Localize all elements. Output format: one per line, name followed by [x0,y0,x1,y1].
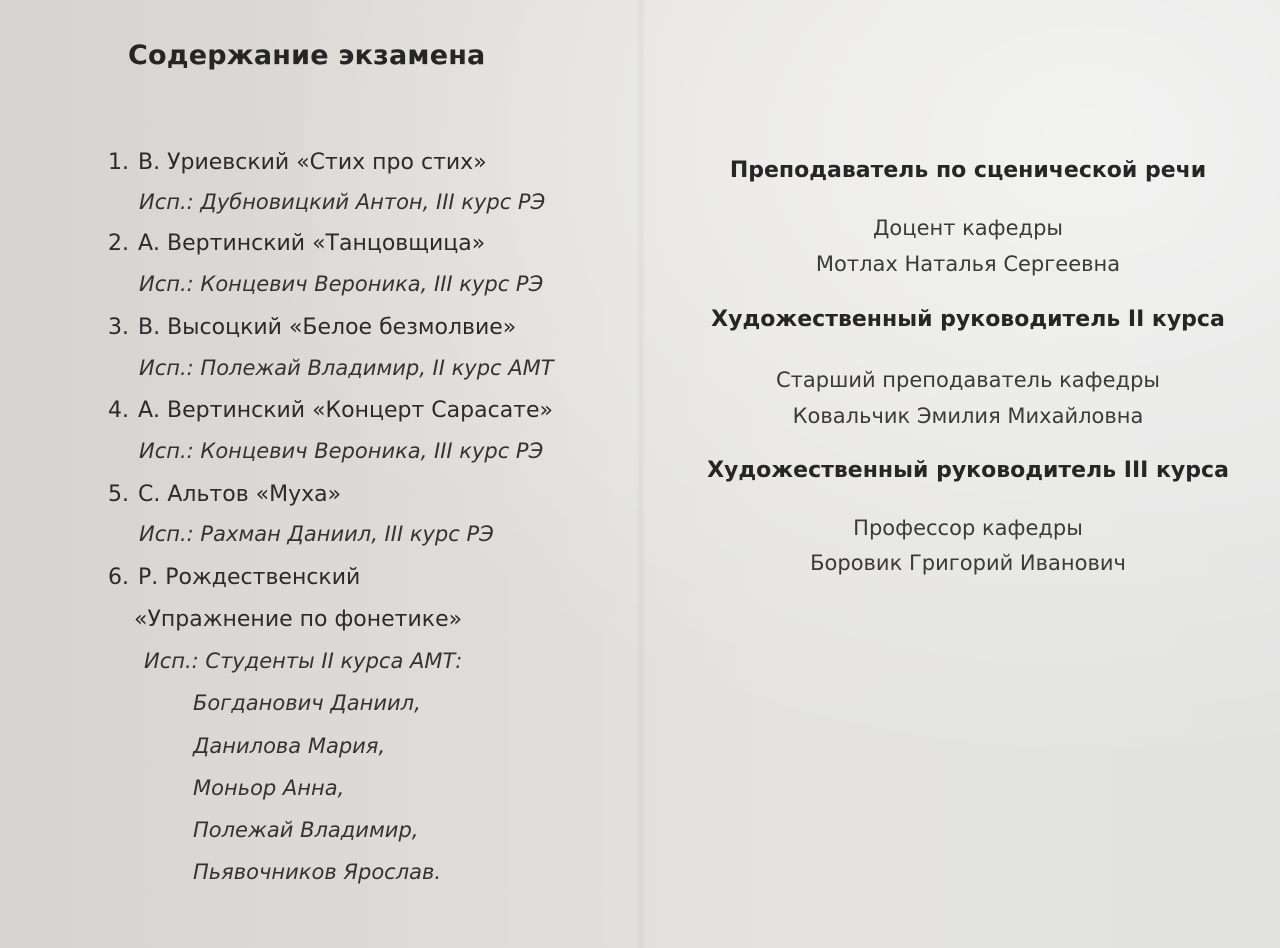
item-number: 3. [108,315,129,340]
page-fold [636,0,646,948]
work-title: А. Вертинский «Танцовщица» [138,231,486,256]
item-number: 4. [108,398,129,423]
program-item-1 [108,150,487,175]
program-item-6 [108,565,360,590]
item-number: 6. [108,565,129,590]
student-name: Богданович Даниил, [193,691,421,715]
work-title: В. Уриевский «Стих про стих» [138,150,487,175]
work-title-continued: «Упражнение по фонетике» [134,607,463,632]
staff-name: Мотлах Наталья Сергеевна [815,252,1121,276]
staff-name: Боровик Григорий Иванович [810,551,1126,575]
performer-line: Исп.: Полежай Владимир, II курс АМТ [139,356,554,380]
performer-line: Исп.: Концевич Вероника, III курс РЭ [139,439,544,463]
staff-position: Профессор кафедры [853,516,1083,540]
program-item-5 [108,482,341,507]
student-name: Данилова Мария, [193,734,386,758]
staff-role-heading: Художественный руководитель III курса [707,458,1229,483]
item-number: 1. [108,150,129,175]
program-item-4 [108,398,553,423]
work-title: В. Высоцкий «Белое безмолвие» [138,315,517,340]
item-number: 5. [108,482,129,507]
performer-line: Исп.: Концевич Вероника, III курс РЭ [139,272,544,296]
staff-position: Старший преподаватель кафедры [776,368,1160,392]
staff-role-heading: Преподаватель по сценической речи [729,158,1207,183]
work-title: А. Вертинский «Концерт Сарасате» [138,398,553,423]
student-name: Пьявочников Ярослав. [193,860,442,884]
performer-line: Исп.: Дубновицкий Антон, III курс РЭ [139,190,546,214]
staff-name: Ковальчик Эмилия Михайловна [792,404,1144,428]
student-name: Моньор Анна, [193,776,345,800]
performer-line: Исп.: Студенты II курса АМТ: [144,649,463,673]
program-item-3 [108,315,516,340]
page-title: Содержание экзамена [128,40,486,71]
student-name: Полежай Владимир, [193,818,419,842]
work-title: С. Альтов «Муха» [138,482,342,507]
performer-line: Исп.: Рахман Даниил, III курс РЭ [139,522,494,546]
item-number: 2. [108,231,129,256]
staff-position: Доцент кафедры [873,216,1063,240]
work-title: Р. Рождественский [138,565,361,590]
program-item-2 [108,231,485,256]
staff-role-heading: Художественный руководитель II курса [711,307,1225,332]
